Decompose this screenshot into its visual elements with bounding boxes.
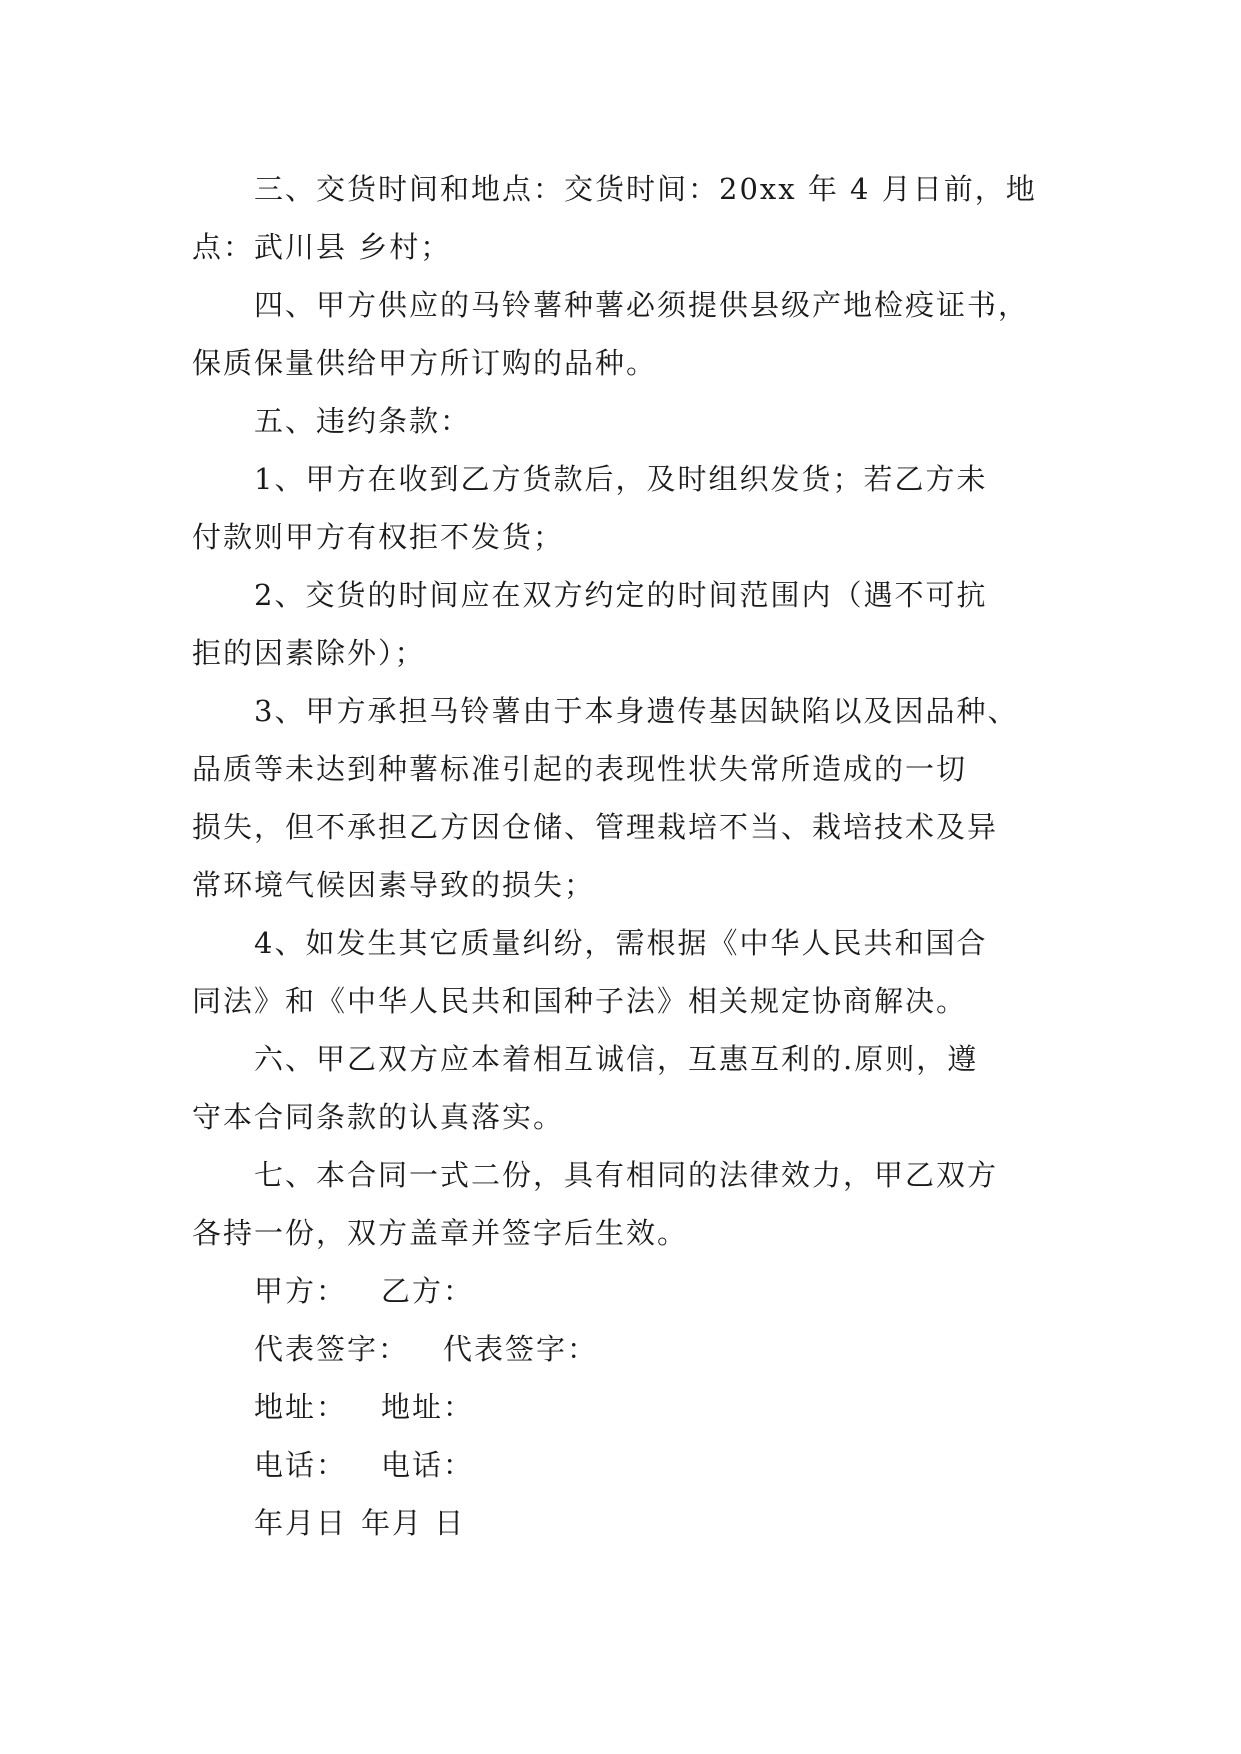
paragraph-line: 损失，但不承担乙方因仓储、管理栽培不当、栽培技术及异 (192, 810, 999, 844)
paragraph-line: 各持一份，双方盖章并签字后生效。 (192, 1216, 689, 1250)
section-heading: 五、违约条款： (254, 404, 472, 438)
paragraph-line: 六、甲乙双方应本着相互诚信，互惠互利的.原则，遵 (254, 1042, 979, 1076)
rep-a-label: 代表签字： (254, 1332, 410, 1366)
paragraph-line: 三、交货时间和地点：交货时间：20xx 年 4 月日前，地 (254, 172, 1037, 206)
date-b: 年月 日 (361, 1506, 466, 1540)
signature-phone-row (192, 1436, 1092, 1494)
addr-b-label: 地址： (381, 1390, 475, 1424)
paragraph-line: 常环境气候因素导致的损失； (192, 868, 596, 902)
date-a: 年月日 (254, 1506, 348, 1540)
paragraph-line: 1、甲方在收到乙方货款后，及时组织发货；若乙方未 (254, 462, 988, 496)
contract-body (192, 160, 1092, 1552)
signature-rep-row (192, 1320, 1092, 1378)
paragraph-line: 2、交货的时间应在双方约定的时间范围内（遇不可抗 (254, 578, 988, 612)
paragraph-line: 付款则甲方有权拒不发货； (192, 520, 565, 554)
paragraph-line: 四、甲方供应的马铃薯种薯必须提供县级产地检疫证书， (254, 288, 1030, 322)
rep-b-label: 代表签字： (443, 1332, 599, 1366)
signature-address-row (192, 1378, 1092, 1436)
addr-a-label: 地址： (254, 1390, 348, 1424)
paragraph-line: 保质保量供给甲方所订购的品种。 (192, 346, 658, 380)
paragraph-line: 同法》和《中华人民共和国种子法》相关规定协商解决。 (192, 984, 968, 1018)
paragraph-line: 拒的因素除外）； (192, 636, 426, 670)
paragraph-line: 点：武川县 乡村； (192, 230, 452, 264)
paragraph-line: 品质等未达到种薯标准引起的表现性状失常所造成的一切 (192, 752, 968, 786)
paragraph-line: 守本合同条款的认真落实。 (192, 1100, 565, 1134)
signature-date-row (192, 1494, 1092, 1552)
signature-party-row (192, 1262, 1092, 1320)
paragraph-line: 4、如发生其它质量纠纷，需根据《中华人民共和国合 (254, 926, 988, 960)
phone-b-label: 电话： (381, 1448, 475, 1482)
party-a-label: 甲方： (254, 1274, 348, 1308)
party-b-label: 乙方： (381, 1274, 475, 1308)
paragraph-line: 3、甲方承担马铃薯由于本身遗传基因缺陷以及因品种、 (254, 694, 1019, 728)
paragraph-line: 七、本合同一式二份，具有相同的法律效力，甲乙双方 (254, 1158, 999, 1192)
phone-a-label: 电话： (254, 1448, 348, 1482)
